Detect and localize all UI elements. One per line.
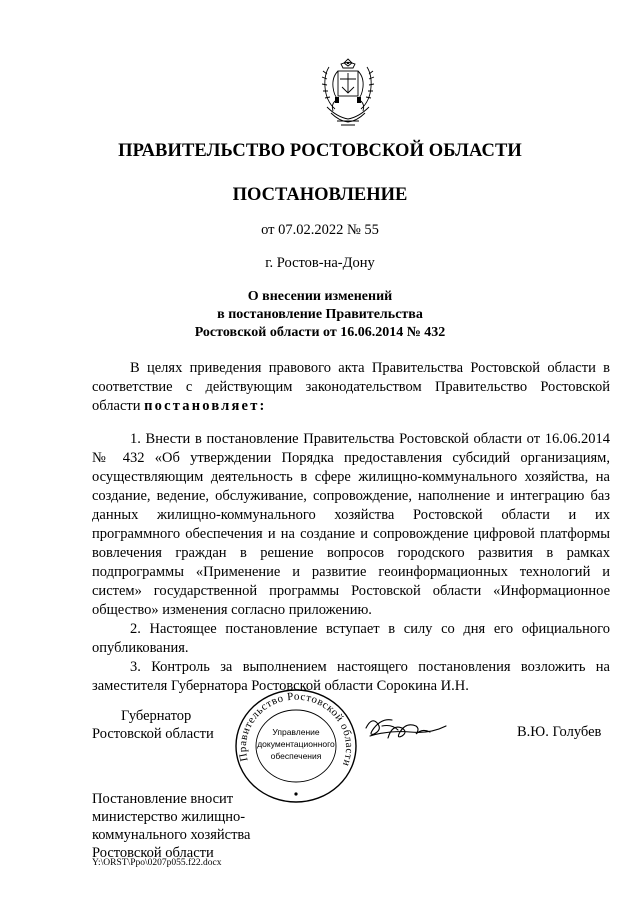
decree-word: постановляет: xyxy=(144,398,267,414)
subject-line: в постановление Правительства xyxy=(217,307,423,322)
decree-item: 3. Контроль за выполнением настоящего постановления возложить на заместителя Губернатора Ростовской области Сорокина И.Н. xyxy=(92,659,610,694)
subject-line: Ростовской области от 16.06.2014 № 432 xyxy=(194,325,446,340)
file-path: Y:\ORST\Ppo\0207p055.f22.docx xyxy=(92,858,222,868)
signatory-title xyxy=(92,707,214,743)
city: г. Ростов-на-Дону xyxy=(265,255,375,271)
document-type: ПОСТАНОВЛЕНИЕ xyxy=(232,185,408,205)
coat-of-arms-icon xyxy=(315,57,381,131)
introduced-by-line: Ростовской области xyxy=(92,845,214,861)
stamp-inner-line: обеспечения xyxy=(270,751,322,761)
introduced-by xyxy=(92,790,251,862)
intro-text: В целях приведения правового акта Правительства Ростовской области в соответствие с действующим законодательством Правительство Ростовской области xyxy=(92,360,610,414)
subject-line: О внесении изменений xyxy=(247,289,393,304)
signatory-title-line: Ростовской области xyxy=(92,726,214,742)
official-stamp xyxy=(231,686,361,806)
introduced-by-line: Постановление вносит xyxy=(92,791,234,807)
stamp-star-icon xyxy=(294,792,297,795)
intro-paragraph xyxy=(92,359,610,416)
decree-item: 2. Настоящее постановление вступает в силу со дня его официального опубликования. xyxy=(92,621,610,656)
signatory-name: В.Ю. Голубев xyxy=(517,724,602,740)
decree-items xyxy=(92,430,610,696)
stamp-inner-line: Управление xyxy=(272,727,320,737)
stamp-inner-line: документационного xyxy=(257,739,335,749)
signatory-title-line: Губернатор xyxy=(121,708,192,724)
stamp-outer-text: Правительство Ростовской области xyxy=(236,690,356,769)
introduced-by-line: министерство жилищно- xyxy=(92,809,246,825)
government-title: ПРАВИТЕЛЬСТВО РОСТОВСКОЙ ОБЛАСТИ xyxy=(118,141,522,161)
handwritten-signature xyxy=(362,708,452,748)
date-number: от 07.02.2022 № 55 xyxy=(261,222,379,238)
introduced-by-line: коммунального хозяйства xyxy=(92,827,251,843)
decree-item: 1. Внести в постановление Правительства Ростовской области от 16.06.2014 № 432 «Об утверждении Порядка предоставления субсидий организациям, осуществляющим деятельность в сфере жилищно-коммунального хозяйства, на создание, ведение, обслуживание, сопровождение, наполнение и интеграцию баз данных жилищно-коммунального хозяйства Ростовской области и их программного обеспечения и на создание и сопровождение цифровой платформы вовлечения граждан в решение вопросов городского развития в рамках подпрограммы «Применение и развитие геоинформационных технологий и систем» государственной программы Ростовской области «Информационное общество» изменения согласно приложению. xyxy=(92,431,610,618)
document-subject xyxy=(0,288,640,342)
